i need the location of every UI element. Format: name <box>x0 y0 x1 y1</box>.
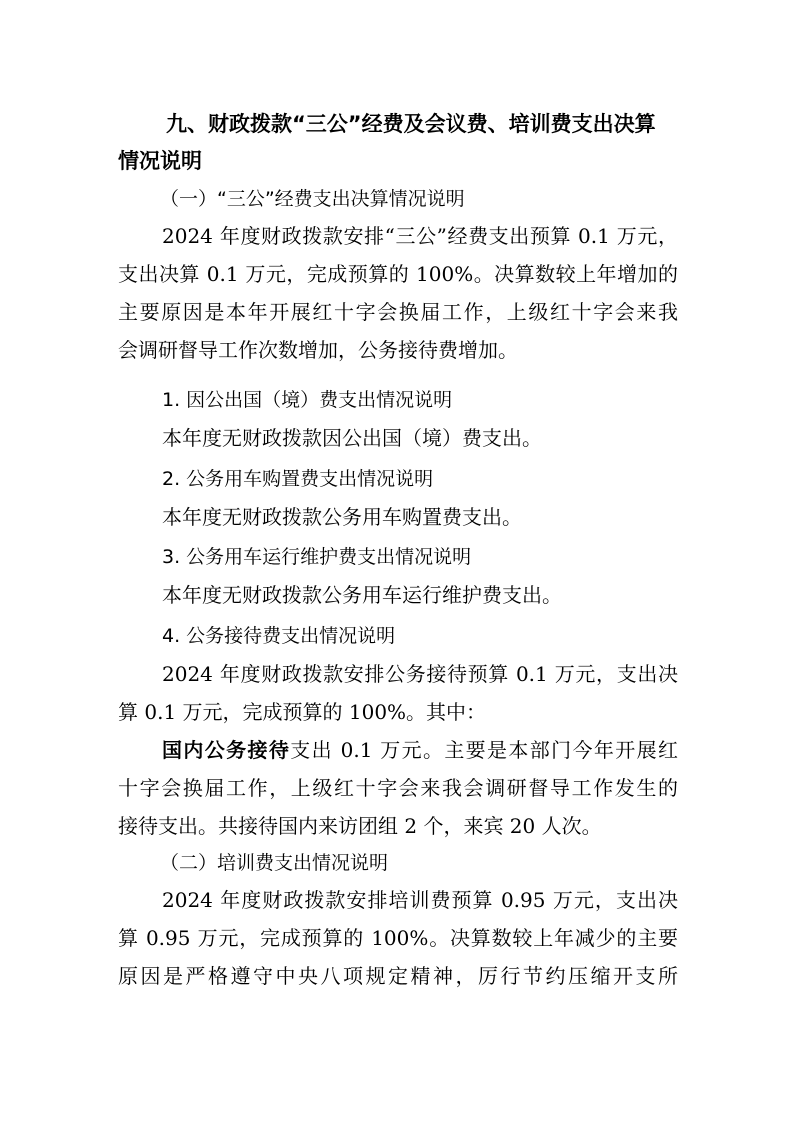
part1-para-line-1: 2024 年度财政拨款安排“三公”经费支出预算 0.1 万元， <box>162 224 678 248</box>
section-title-line-2: 情况说明 <box>118 149 202 173</box>
domestic-reception-line-2: 十字会换届工作，上级红十字会来我会调研督导工作发生的 <box>118 776 678 800</box>
item2-heading: 2. 公务用车购置费支出情况说明 <box>162 468 434 490</box>
part1-para-line-4: 会调研督导工作次数增加，公务接待费增加。 <box>118 338 518 362</box>
item4-heading: 4. 公务接待费支出情况说明 <box>162 625 396 647</box>
part1-heading: （一）“三公”经费支出决算情况说明 <box>160 188 465 210</box>
item3-heading: 3. 公务用车运行维护费支出情况说明 <box>162 546 472 568</box>
part2-para-line-3: 原因是严格遵守中央八项规定精神，厉行节约压缩开支所 <box>118 964 678 988</box>
item4-para-line-2: 算 0.1 万元，完成预算的 100%。其中： <box>118 700 487 724</box>
section-title-line-1: 九、财政拨款“三公”经费及会议费、培训费支出决算 <box>166 112 656 136</box>
part2-heading: （二）培训费支出情况说明 <box>160 852 389 874</box>
part2-para-line-1: 2024 年度财政拨款安排培训费预算 0.95 万元，支出决 <box>162 888 678 912</box>
domestic-reception-label: 国内公务接待 <box>162 738 291 762</box>
domestic-reception-line-1 <box>162 736 678 764</box>
part2-para-line-2: 算 0.95 万元，完成预算的 100%。决算数较上年减少的主要 <box>118 926 678 950</box>
domestic-reception-line-3: 接待支出。共接待国内来访团组 2 个，来宾 20 人次。 <box>118 814 602 838</box>
item4-para-line-1: 2024 年度财政拨款安排公务接待预算 0.1 万元，支出决 <box>162 662 678 686</box>
domestic-reception-rest: 支出 0.1 万元。主要是本部门今年开展红 <box>290 738 678 762</box>
item1-heading: 1. 因公出国（境）费支出情况说明 <box>162 389 453 411</box>
item1-text: 本年度无财政拨款因公出国（境）费支出。 <box>162 426 542 450</box>
item3-text: 本年度无财政拨款公务用车运行维护费支出。 <box>162 583 562 607</box>
part1-para-line-2: 支出决算 0.1 万元，完成预算的 100%。决算数较上年增加的 <box>118 262 678 286</box>
item2-text: 本年度无财政拨款公务用车购置费支出。 <box>162 505 522 529</box>
part1-para-line-3: 主要原因是本年开展红十字会换届工作，上级红十字会来我 <box>118 300 678 324</box>
